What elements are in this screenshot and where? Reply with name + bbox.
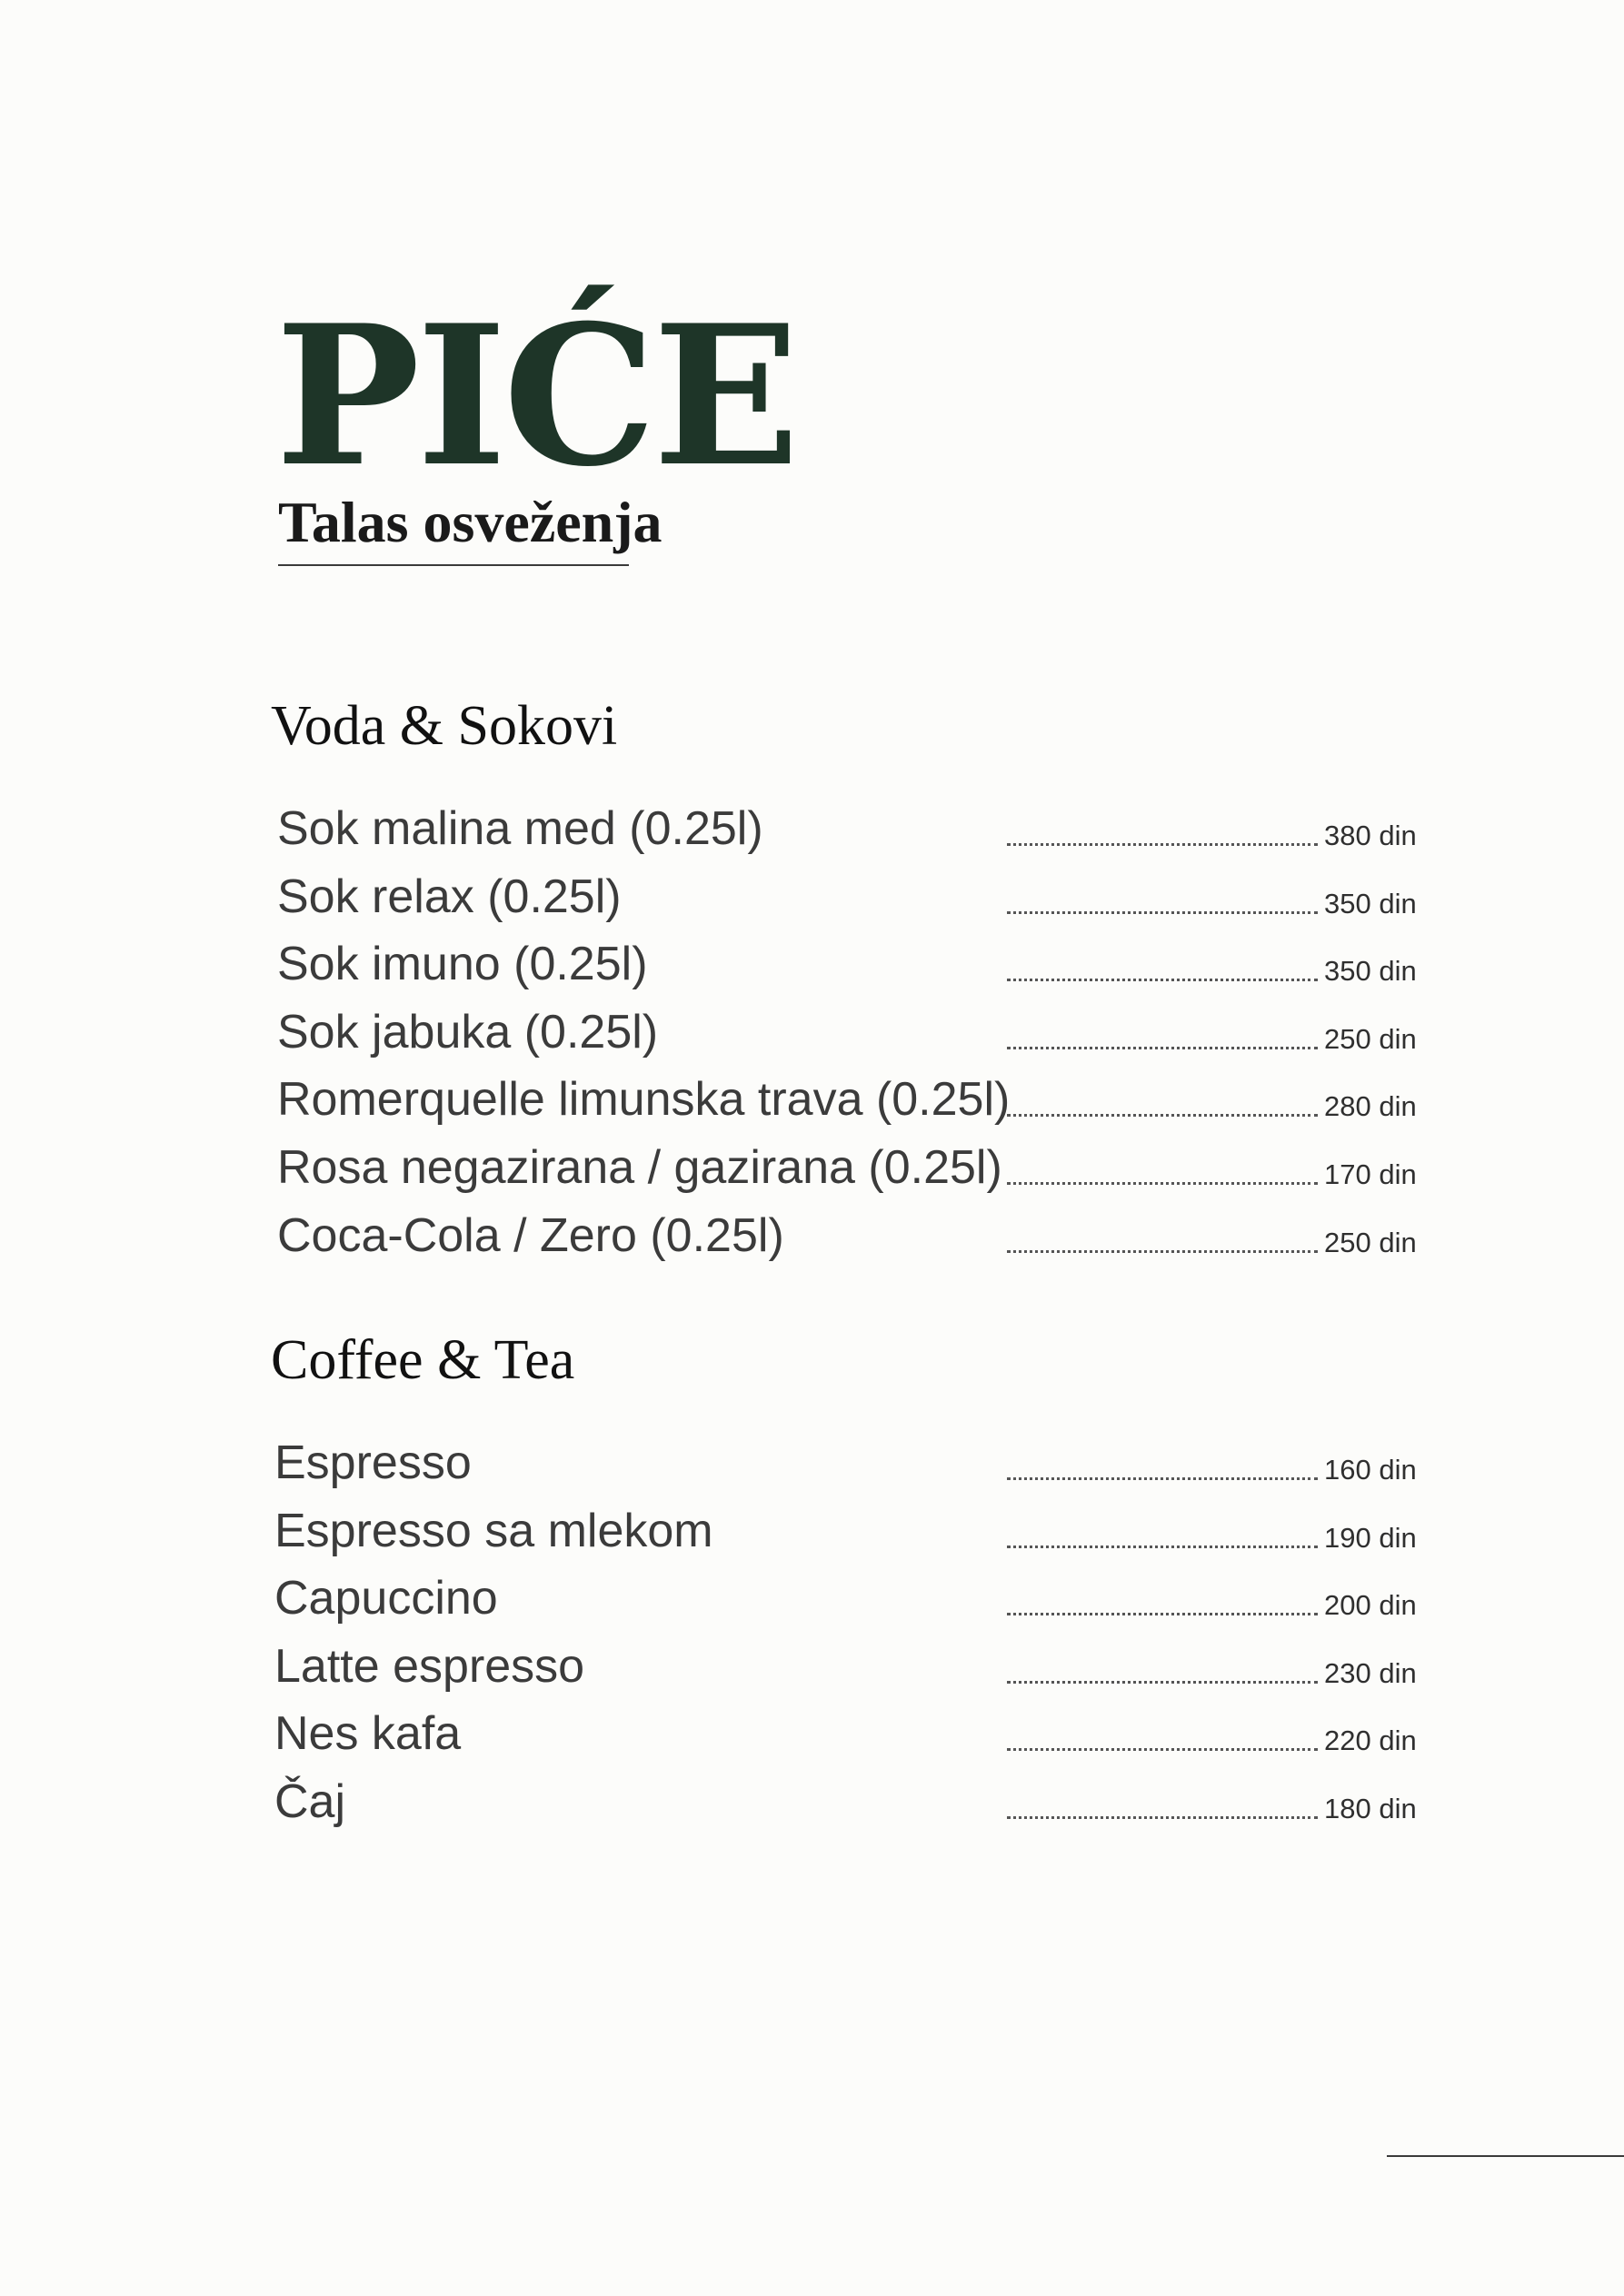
menu-item-name: Espresso — [274, 1436, 472, 1489]
menu-item-name: Čaj — [274, 1774, 346, 1828]
dot-leader — [1007, 1182, 1318, 1185]
dot-leader — [1007, 911, 1318, 914]
menu-item-price: 350 din — [1324, 955, 1417, 988]
menu-item-price: 230 din — [1324, 1656, 1417, 1689]
menu-item — [0, 1208, 1624, 1277]
menu-item-name: Romerquelle limunska trava (0.25l) — [277, 1073, 1011, 1127]
menu-item-name: Capuccino — [274, 1572, 498, 1625]
menu-item-price: 160 din — [1324, 1454, 1417, 1486]
section-title-coffee-tea: Coffee & Tea — [271, 1329, 575, 1391]
menu-item — [0, 1639, 1624, 1707]
dot-leader — [1007, 1114, 1318, 1117]
dot-leader — [1007, 1546, 1318, 1548]
page-title: PIĆE — [275, 283, 796, 509]
menu-item-price: 190 din — [1324, 1521, 1417, 1554]
menu-item-name: Coca-Cola / Zero (0.25l) — [277, 1208, 784, 1262]
dot-leader — [1007, 1250, 1318, 1253]
dot-leader — [1007, 1816, 1318, 1819]
menu-item — [0, 801, 1624, 870]
menu-item-price: 170 din — [1324, 1158, 1417, 1190]
menu-item-price: 350 din — [1324, 887, 1417, 919]
menu-item-name: Latte espresso — [274, 1639, 585, 1693]
dot-leader — [1007, 1681, 1318, 1684]
dot-leader — [1007, 1748, 1318, 1751]
menu-item-name: Sok imuno (0.25l) — [277, 938, 648, 991]
subtitle-underline — [278, 564, 629, 566]
page-subtitle: Talas osveženja — [278, 490, 663, 554]
menu-item — [0, 1774, 1624, 1843]
menu-item — [0, 1140, 1624, 1208]
menu-item — [0, 1504, 1624, 1572]
menu-item-name: Sok relax (0.25l) — [277, 870, 622, 923]
menu-item-name: Nes kafa — [274, 1707, 462, 1761]
dot-leader — [1007, 979, 1318, 981]
menu-item — [0, 1072, 1624, 1140]
menu-item-price: 250 din — [1324, 1022, 1417, 1055]
menu-item-name: Sok jabuka (0.25l) — [277, 1005, 659, 1059]
dot-leader — [1007, 843, 1318, 846]
menu-item-price: 380 din — [1324, 820, 1417, 851]
menu-item — [0, 1005, 1624, 1073]
dot-leader — [1007, 1613, 1318, 1615]
menu-item-name: Espresso sa mlekom — [274, 1504, 713, 1557]
menu-list-coffee-tea — [0, 1436, 1624, 1843]
menu-item — [0, 937, 1624, 1005]
menu-item-price: 180 din — [1324, 1792, 1417, 1824]
menu-item — [0, 1436, 1624, 1504]
dot-leader — [1007, 1477, 1318, 1480]
menu-item-price: 220 din — [1324, 1724, 1417, 1757]
corner-rule — [1387, 2155, 1624, 2157]
menu-item-name: Rosa negazirana / gazirana (0.25l) — [277, 1140, 1002, 1194]
menu-list-voda-sokovi — [0, 801, 1624, 1276]
menu-item-price: 280 din — [1324, 1090, 1417, 1123]
menu-item-name: Sok malina med (0.25l) — [277, 802, 763, 855]
dot-leader — [1007, 1047, 1318, 1049]
menu-item-price: 200 din — [1324, 1589, 1417, 1622]
menu-item — [0, 1706, 1624, 1774]
section-title-voda-sokovi: Voda & Sokovi — [271, 695, 618, 757]
menu-item — [0, 1571, 1624, 1639]
menu-item — [0, 870, 1624, 938]
menu-item-price: 250 din — [1324, 1226, 1417, 1258]
